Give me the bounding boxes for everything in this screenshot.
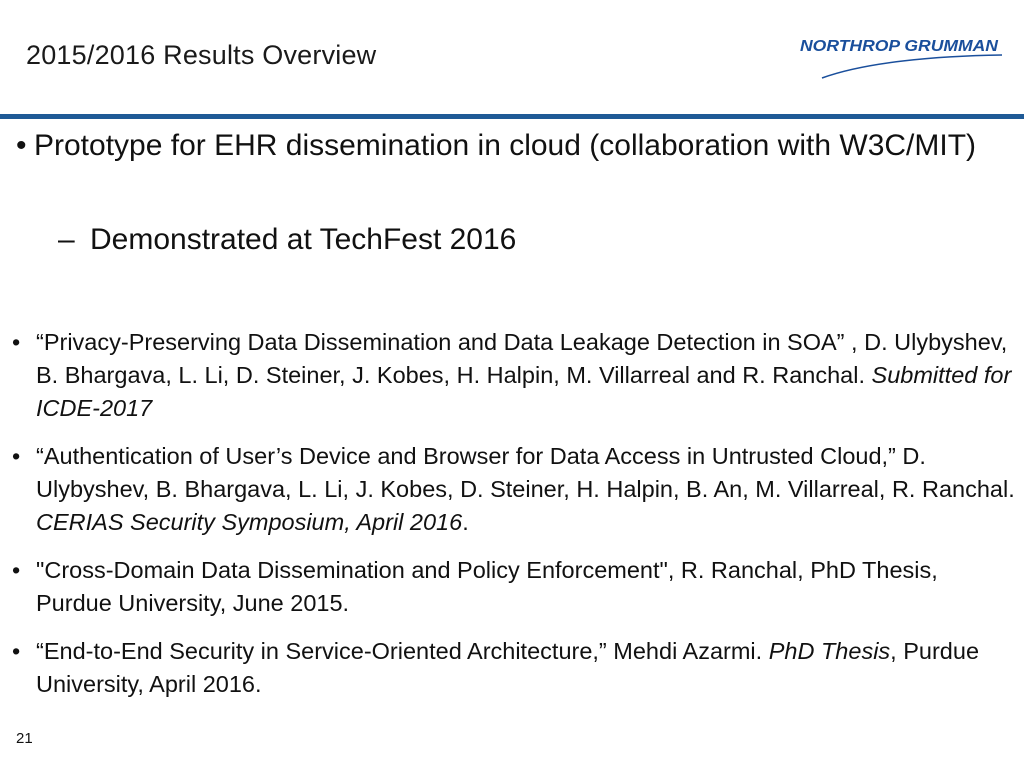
bullet-marker: • [12, 443, 21, 469]
reference-tail: . [462, 509, 469, 535]
bullet-marker: • [12, 557, 21, 583]
page-number: 21 [16, 730, 33, 747]
sub-bullet [58, 220, 516, 260]
reference-item [12, 440, 1016, 539]
main-bullet [16, 126, 1006, 166]
title-divider [0, 114, 1024, 119]
reference-text: “Privacy-Preserving Data Dissemination and Data Leakage Detection in SOA” , D. Ulybyshev, B. Bhargava, L. Li, D. Steiner, J. Kobes, H. Halpin, M. Villarreal and R. Ranchal. [36, 329, 1008, 388]
reference-venue: CERIAS Security Symposium, April 2016 [36, 509, 463, 535]
bullet-marker: • [12, 638, 21, 664]
reference-item [12, 635, 1016, 701]
main-bullet-text: Prototype for EHR dissemination in cloud (collaboration with W3C/MIT) [34, 129, 977, 162]
reference-tail: , Purdue University, April 2016. [36, 638, 980, 697]
bullet-marker: • [16, 129, 27, 162]
slide-title: 2015/2016 Results Overview [26, 40, 377, 70]
dash-marker: – [58, 223, 75, 256]
sub-bullet-text: Demonstrated at TechFest 2016 [90, 223, 517, 256]
reference-item [12, 326, 1016, 425]
bullet-marker: • [12, 329, 21, 355]
logo-swoosh [822, 55, 1002, 78]
reference-list [12, 326, 1016, 716]
reference-text: "Cross-Domain Data Dissemination and Policy Enforcement", R. Ranchal, PhD Thesis, Purdue University, June 2015. [36, 557, 938, 616]
reference-text: “End-to-End Security in Service-Oriented Architecture,” Mehdi Azarmi. [36, 638, 769, 664]
reference-venue: PhD Thesis [768, 638, 891, 664]
northrop-grumman-logo [796, 34, 1004, 82]
reference-venue: Submitted for ICDE-2017 [36, 362, 1012, 421]
reference-text: “Authentication of User’s Device and Browser for Data Access in Untrusted Cloud,” D. Ulybyshev, B. Bhargava, L. Li, J. Kobes, D. Steiner, H. Halpin, B. An, M. Villarreal, R. Ranchal. [36, 443, 1015, 502]
logo-text: NORTHROP GRUMMAN [800, 38, 999, 55]
reference-item [12, 554, 1016, 620]
